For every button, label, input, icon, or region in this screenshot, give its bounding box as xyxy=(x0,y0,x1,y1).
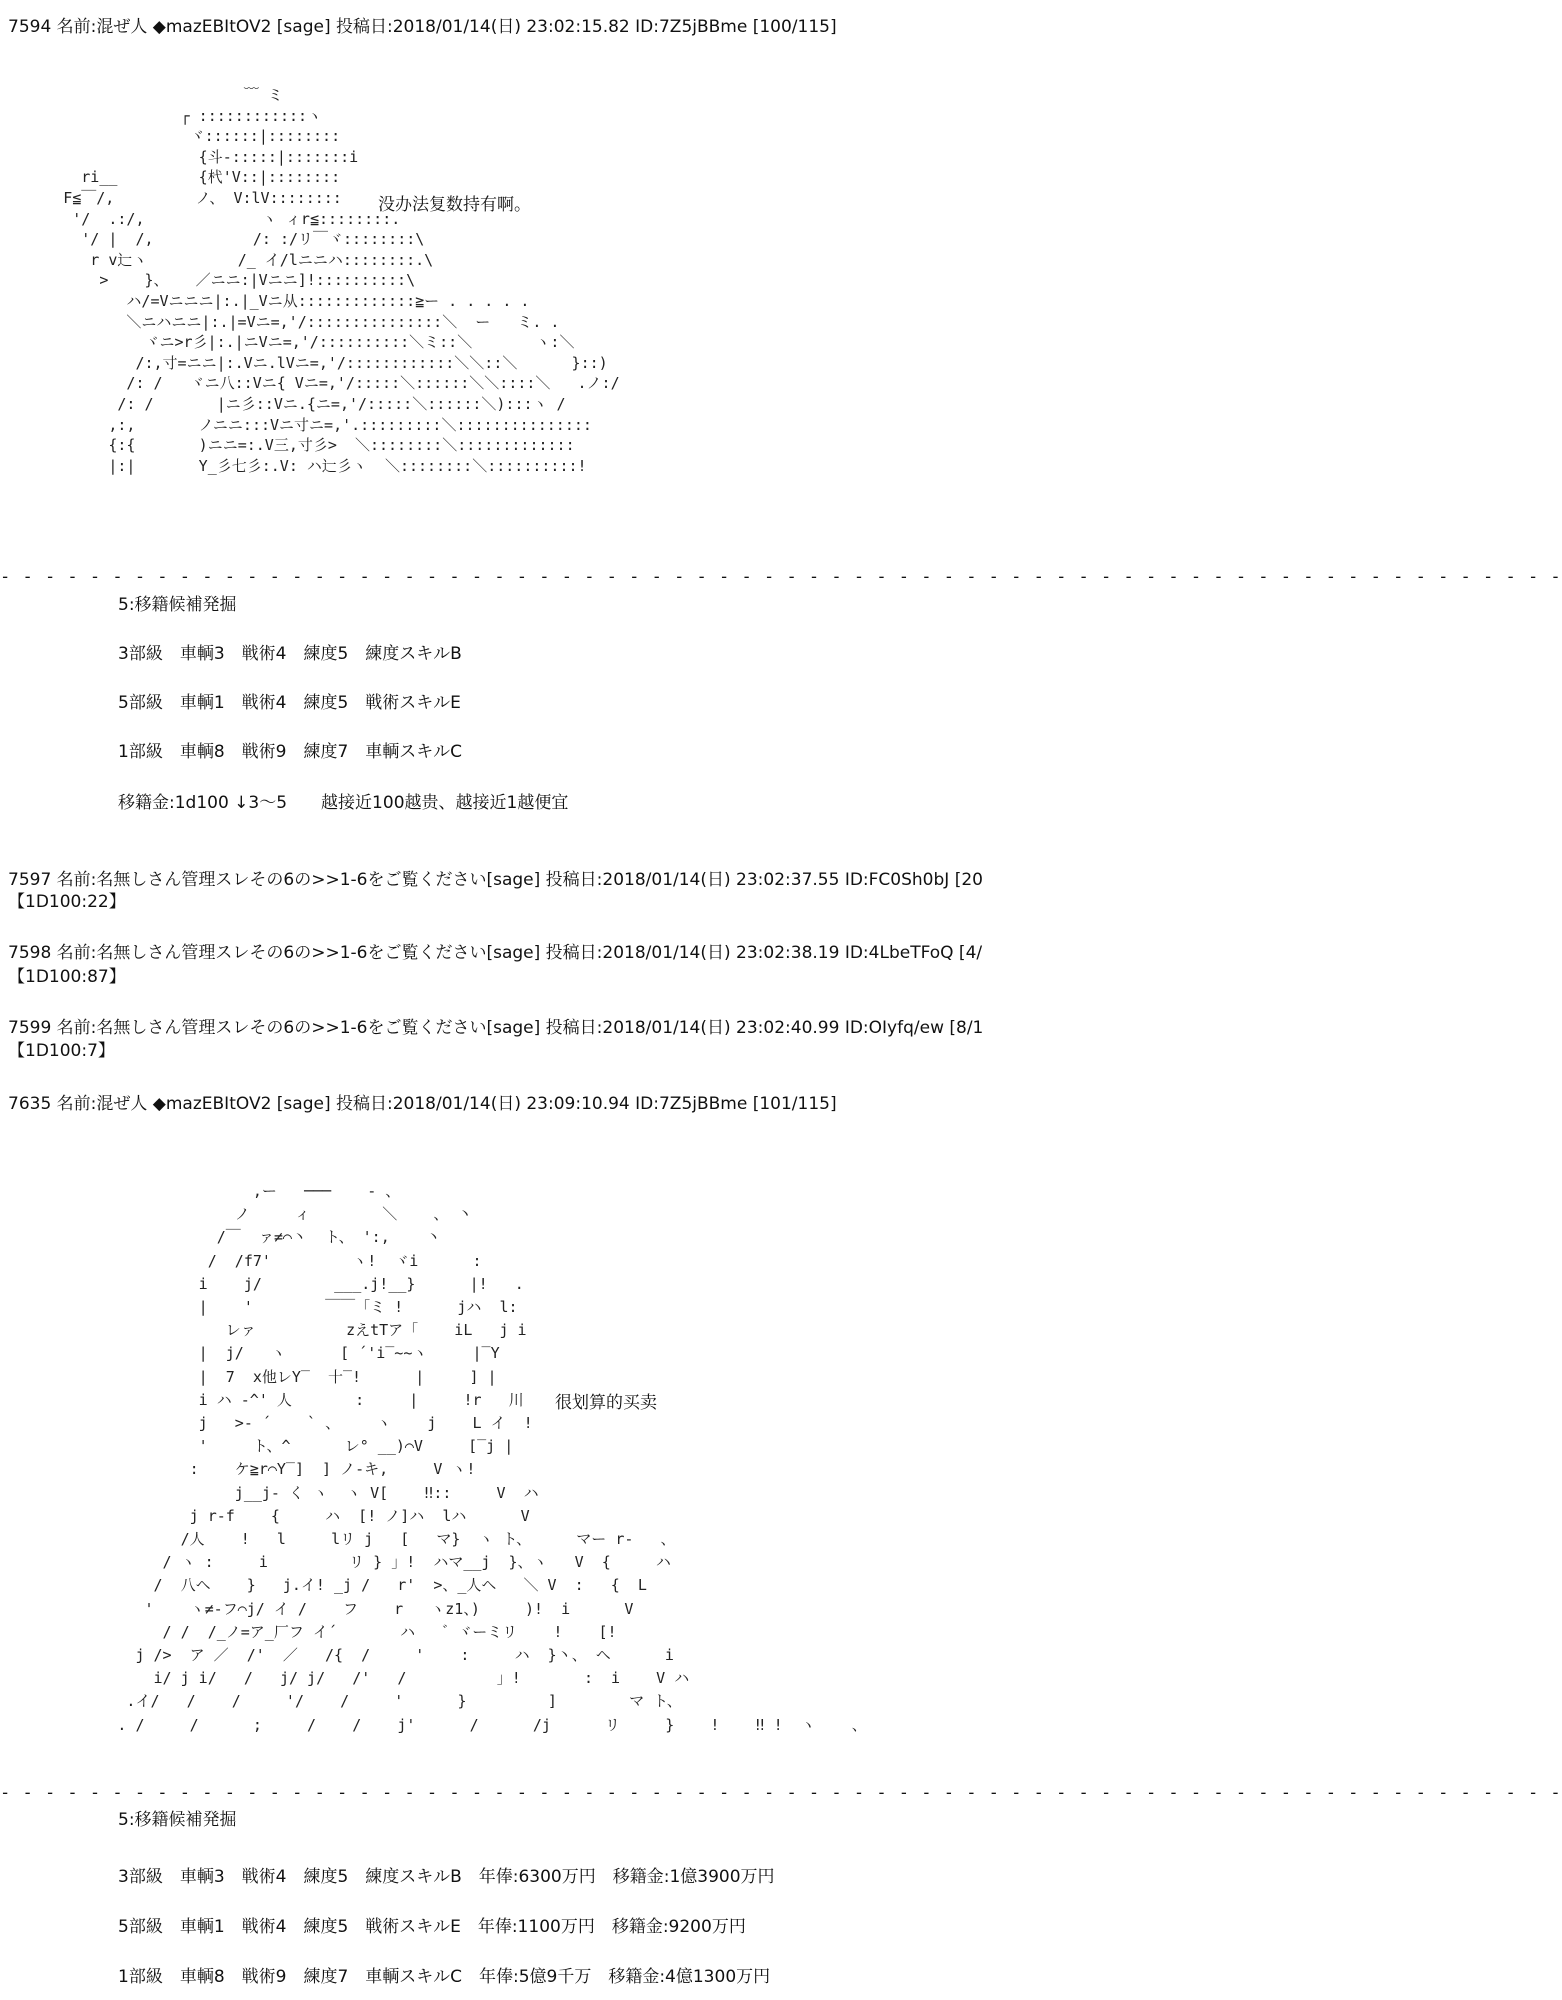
separator-line-2: - - - - - - - - - - - - - - - - - - - - - - - - - - - - - - - - - - - - - - - - - - - - - - - - - - - - - - - - - - - - - - - - - - - - - - xyxy=(0,1783,1562,1803)
candidate-row-2-2: 5部級 車輌1 戦術4 練度5 戦術スキルE 年俸:1100万円 移籍金:9200万円 xyxy=(118,1917,746,1937)
speech-text-2: 很划算的买卖 xyxy=(555,1393,657,1413)
ascii-art-character-2: ,ー ─── ‐ 、 ノ ィ ＼ 、 丶 /￣ ァ≠⌒丶 ト、 ':, 丶 / /f7' ヽ! ヾi : i j/ ___.j!__} |! . | ' ￣￣「ミ ! jハ l: レァ zえtTア「 iL j i | j/ ヽ [ ´'i‾~~ヽ |‾Y | 7 x他レY‾ 十‾! | ] | i ハ ‐^' 人 : | !r 川 j >‐ ´ ` 、 ヽ j L イ ! ' ト、^ レ° __)⌒V [‾j | : ケ≧r⌒Y‾] ] ノ‐キ, V ヽ! j__j‐ く ヽ ヽ V[ ‼:: V ハ j r‐f { ハ [! ノ]ハ lハ V /人 ! l lリ j [ マ} ヽ ト、 マー r‐ 、 / ヽ : i リ } 」! ハマ__j }、ヽ V { ハ / 八ヘ } j.イ! _j / r' >、_人ヘ ＼ V : { L ' ヽ≠-フ⌒j/ イ / フ r ヽz1、) )! i V / / /_ノ=ア_厂フ イ´ ハ ゛ヾーミリ ! [! j /> ア ／ /' ／ /{ / ' : ハ }丶、 ヘ i i/ j i/ / j/ j/ /' / 」! : i V ハ .イ/ / / '/ / ' } ] マ ト、 . / / ; / / j' / /j リ } ! ‼ ! ヽ 、 xyxy=(117,1182,867,1734)
dice-result-7598: 【1D100:87】 xyxy=(8,967,126,987)
post-header-7594: 7594 名前:混ぜ人 ◆mazEBItOV2 [sage] 投稿日:2018/01/14(日) 23:02:15.82 ID:7Z5jBBme [100/115] xyxy=(8,17,837,37)
candidate-row-1: 3部級 車輌3 戦術4 練度5 練度スキルB xyxy=(118,644,462,664)
speech-text-1: 没办法复数持有啊。 xyxy=(378,195,531,215)
candidate-title-1: 5:移籍候補発掘 xyxy=(118,595,237,615)
dice-result-7599: 【1D100:7】 xyxy=(8,1041,115,1061)
post-header-7597: 7597 名前:名無しさん管理スレその6の>>1-6をご覧ください[sage] 投稿日:2018/01/14(日) 23:02:37.55 ID:FC0Sh0bJ [20 xyxy=(8,870,983,890)
post-header-7598: 7598 名前:名無しさん管理スレその6の>>1-6をご覧ください[sage] 投稿日:2018/01/14(日) 23:02:38.19 ID:4LbeTFoQ [4/ xyxy=(8,943,983,963)
candidate-row-2-3: 1部級 車輌8 戦術9 練度7 車輌スキルC 年俸:5億9千万 移籍金:4億1300万円 xyxy=(118,1967,771,1987)
separator-line-1: - - - - - - - - - - - - - - - - - - - - - - - - - - - - - - - - - - - - - - - - - - - - - - - - - - - - - - - - - - - - - - - - - - - - - - xyxy=(0,567,1562,587)
ascii-art-character-1: ﹋ ミ ┌ ::::::::::::ヽ ヾ::::::|:::::::: {斗-:::::|:::::::i ri__ {杙'V::|:::::::: F≦￣/, ノ、 V:lV:::::::: '/ .:/, ヽ ィr≦::::::::. '/ | /, /: :/リ￣ヾ::::::::\ r v辷ヽ /_ イ/lニニハ::::::::.\ > }、 ／ニニ:|Vニニ]!::::::::::\ ハ/=Vニニニ|:.|_Vニ从:::::::::::::≧ー . . . . . ＼ニハニニ|:.|=Vニ=,'/:::::::::::::::＼ ー ミ. . ヾニ>r彡|:.|ニVニ=,'/::::::::::＼ミ::＼ ヽ:＼ /:,寸=ニニ|:.Vニ.lVニ=,'/::::::::::::＼＼::＼ }::) /: / ヾニ八::Vニ{ Vニ=,'/:::::＼::::::＼＼::::＼ .ノ:/ /: / |ニ彡::Vニ.{ニ=,'/:::::＼::::::＼):::ヽ / ,:, ノニニ:::Vニ寸ニ=,'.:::::::::＼::::::::::::::: {:{ )ニニ=:.V三,寸彡> ＼::::::::＼::::::::::::: |:| Y_彡七彡:.V: ハ辷彡ヽ ＼::::::::＼::::::::::! xyxy=(63,86,620,475)
post-header-7635: 7635 名前:混ぜ人 ◆mazEBItOV2 [sage] 投稿日:2018/01/14(日) 23:09:10.94 ID:7Z5jBBme [101/115] xyxy=(8,1094,837,1114)
post-header-7599: 7599 名前:名無しさん管理スレその6の>>1-6をご覧ください[sage] 投稿日:2018/01/14(日) 23:02:40.99 ID:OIyfq/ew [8/1 xyxy=(8,1018,984,1038)
candidate-title-2: 5:移籍候補発掘 xyxy=(118,1810,237,1830)
transfer-fee-rule: 移籍金:1d100 ↓3～5 越接近100越贵、越接近1越便宜 xyxy=(118,793,569,813)
candidate-row-2-1: 3部級 車輌3 戦術4 練度5 練度スキルB 年俸:6300万円 移籍金:1億3900万円 xyxy=(118,1867,775,1887)
candidate-row-3: 1部級 車輌8 戦術9 練度7 車輌スキルC xyxy=(118,742,462,762)
candidate-row-2: 5部級 車輌1 戦術4 練度5 戦術スキルE xyxy=(118,693,461,713)
dice-result-7597: 【1D100:22】 xyxy=(8,892,126,912)
